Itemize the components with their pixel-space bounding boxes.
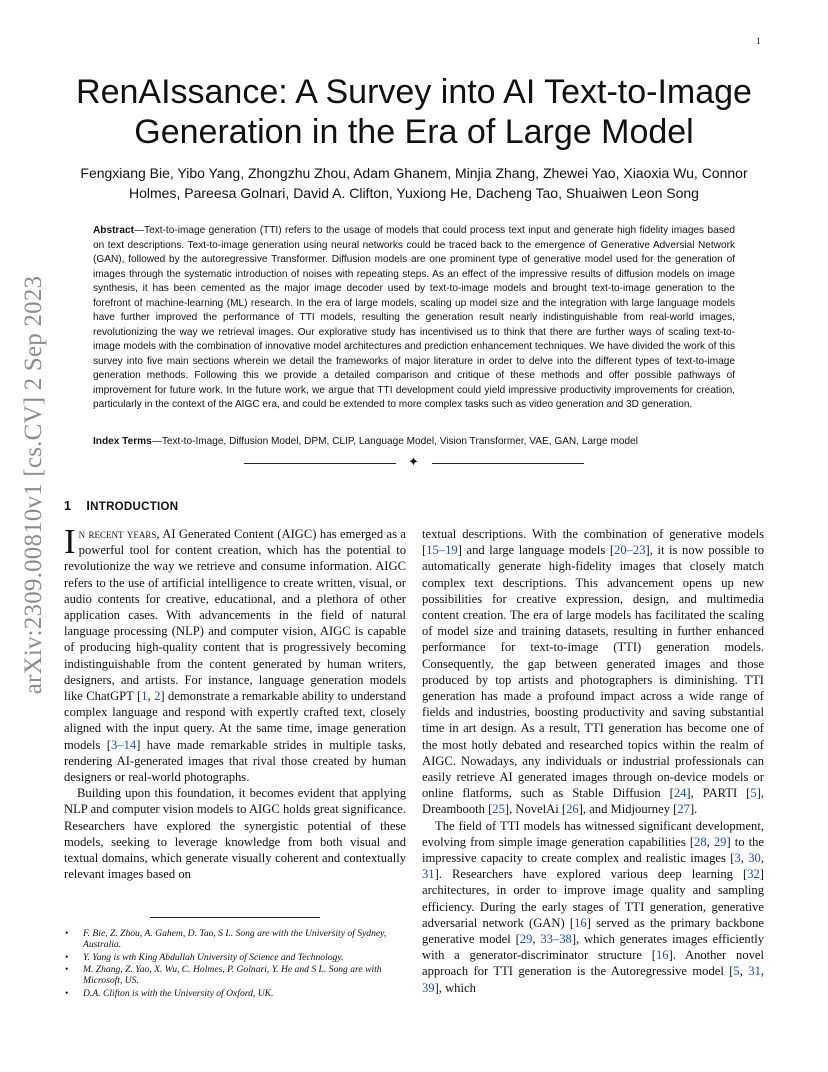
paragraph-text: ] and large language models [: [457, 543, 615, 558]
footnote-item: [64, 964, 409, 986]
arxiv-side-stamp: [14, 275, 54, 694]
paragraph-text: ]. Researchers have explored various deep learning [: [434, 867, 748, 882]
citation-separator: ,: [739, 964, 749, 979]
footnotes: [64, 928, 409, 1000]
paragraph-text: ], NovelAi [: [504, 802, 567, 817]
lead-in: n recent years,: [78, 527, 160, 541]
index-terms-text: —Text-to-Image, Diffusion Model, DPM, CLIP, Language Model, Vision Transformer, VAE, GAN, Large model: [151, 436, 638, 447]
citation-separator: ,: [740, 851, 749, 866]
paragraph-text: ] have made remarkable strides in multiple tasks, rendering AI-generated images that rival those created by human designers or real-world photographs.: [64, 737, 406, 785]
citation-link[interactable]: 15–19: [426, 543, 458, 558]
citation-link[interactable]: 24: [673, 786, 687, 801]
citation-link[interactable]: 5: [750, 786, 757, 801]
author-list: Fengxiang Bie, Yibo Yang, Zhongzhu Zhou, Adam Ghanem, Minjia Zhang, Zhewei Yao, Xiaoxia Wu, Connor Holmes, Pareesa Golnari, David A. Clifton, Yuxiong He, Dacheng Tao, Shuaiwen Leon Song: [80, 165, 748, 201]
paragraph-text: ] served as the primary backbone generative model [: [422, 915, 764, 947]
paragraph-text: ] to the impressive capacity to create complex and realistic images [: [422, 834, 764, 866]
paragraph-text: ] architectures, in order to improve image quality and sampling efficiency. During the early stages of TTI generation, generative adversarial network (GAN) [: [422, 867, 764, 930]
citation-link[interactable]: 28: [694, 834, 707, 849]
footnote-text: D.A. Clifton is with the University of Oxford, UK.: [83, 987, 274, 999]
paragraph-text: ], Dreambooth [: [422, 786, 764, 817]
paragraph-text: ], it is now possible to automatically generate high-fidelity images that closely match complex text descriptions. This advancement opens up new possibilities for creative expression, design, and multimedia content creation. The era of large models has facilitated the scaling of model size and training datasets, resulting in further enhanced performance for text-to-image (TTI) generation models. Consequently, the gap between generated images and those produced by top artists and photographers is diminishing. TTI generation has made a profound impact across a wide range of fields and industries, boosting productivity and saving substantial time in art design. As a result, TTI generation has become one of the most hotly debated and researched topics within the realm of AIGC. Nowadays, any individuals or industrial professionals can easily retrieve AI generated images through on-device models or online flatforms, such as Stable Diffusion [: [422, 543, 765, 801]
right-column: [422, 526, 764, 996]
divider-diamond-icon: ✦: [408, 455, 419, 470]
footnote-text: F. Bie, Z. Zhou, A. Gahem, D. Tao, S L. Song are with the University of Sydney, Australia.: [83, 928, 387, 951]
paragraph-text: AI Generated Content (AIGC) has emerged as a powerful tool for content creation, which has the potential to revolutionize the way we retrieve and consume information. AIGC refers to the use of artificial intelligence to create written, visual, or audio contents for creative, educational, and a plethora of other application cases. With advancements in the field of natural language processing (NLP) and computer vision, AIGC is capable of producing high-quality content that is progressively becoming indistinguishable from the content generated by human writers, designers, and artists. For instance, language generation models like ChatGPT [: [64, 527, 406, 704]
abstract-label: Abstract: [93, 225, 134, 236]
citation-separator: ,: [760, 964, 765, 979]
citation-separator: ,: [532, 932, 541, 947]
citation-link[interactable]: 27: [677, 802, 690, 817]
footnote-item: [64, 952, 409, 963]
bullet-icon: •: [65, 987, 69, 999]
section-divider: [244, 456, 584, 470]
paragraph-text: ], PARTI [: [686, 786, 751, 801]
citation-separator: ,: [147, 689, 155, 704]
citation-link[interactable]: 20–23: [614, 543, 646, 558]
paragraph-text: ], and Midjourney [: [578, 802, 678, 817]
section-title-initial: I: [86, 499, 91, 513]
section-number: 1: [64, 499, 72, 513]
citation-link[interactable]: 32: [747, 867, 760, 882]
footnote-item: [64, 928, 409, 950]
drop-cap: I: [64, 522, 76, 561]
citation-link[interactable]: 1: [141, 689, 148, 704]
footnote-rule: [150, 917, 320, 918]
divider-line-left: [244, 463, 396, 464]
abstract-text: —Text-to-image generation (TTI) refers to the usage of models that could process text input and generate high fidelity images based on text descriptions. Text-to-image generation using neural networks could be traced back to the emergence of Generative Adversial Network (GAN), followed by the autoregressive Transformer. Diffusion models are one prominent type of generative model used for the generation of images through the systematic introduction of noises with repeating steps. As an effect of the impressive results of diffusion models on image synthesis, it has been cemented as the major image decoder used by text-to-image models and brought text-to-image generation to the forefront of machine-learning (ML) research. In the era of large models, scaling up model size and the integration with large language models have further improved the performance of TTI models, resulting the generation result nearly indistinguishable from real-world images, revolutionizing the way we retrieval images. Our explorative study has incentivised us to think that there are further ways of scaling text-to-image models with the combination of innovative model architectures and prediction enhancement techniques. We have divided the work of this survey into five main sections wherein we detail the frameworks of major literature in order to delve into the different types of text-to-image generation methods. Following this we provide a detailed comparison and critique of these methods and offer possible pathways of improvement for future work. In the future work, we argue that TTI development could yield impressive productivity improvements for creation, particularly in the context of the AIGC era, and could be extended to more complex tasks such as video generation and 3D generation.: [93, 225, 735, 410]
citation-link[interactable]: 16: [655, 948, 669, 963]
section-heading: [64, 499, 178, 513]
citation-link[interactable]: 30: [748, 851, 761, 866]
citation-link[interactable]: 25: [492, 802, 505, 817]
footnote-text: M. Zhang, Z. Yao, X. Wu, C. Holmes, P. Golnari, Y. He and S L. Song are with Microsoft, US.: [83, 963, 382, 987]
paragraph-text: ], which: [434, 980, 476, 995]
bullet-icon: •: [65, 928, 69, 939]
citation-link[interactable]: 2: [154, 689, 161, 704]
citation-separator: ,: [760, 851, 764, 866]
index-terms: [93, 435, 735, 449]
citation-link[interactable]: 5: [733, 964, 740, 979]
divider-line-right: [432, 463, 584, 464]
intro-paragraph-3: [422, 526, 764, 818]
intro-paragraph-2: Building upon this foundation, it becomes evident that applying NLP and computer vision models to AIGC holds great significance. Researchers have explored the synergistic potential of these models, seeking to leverage knowledge from both visual and textual domains, which generate visually coherent and contextually relevant images based on: [64, 786, 406, 882]
paragraph-text: textual descriptions. With the combination of generative models [: [422, 527, 764, 558]
citation-link[interactable]: 31: [422, 867, 435, 882]
citation-link[interactable]: 39: [422, 980, 435, 995]
bullet-icon: •: [65, 963, 69, 975]
citation-link[interactable]: 29: [713, 834, 727, 849]
citation-link[interactable]: 3–14: [111, 737, 137, 752]
paper-title: RenAIssance: A Survey into AI Text-to-Image Generation in the Era of Large Model: [76, 73, 752, 151]
left-column: [64, 522, 407, 882]
citation-link[interactable]: 33–38: [540, 932, 572, 947]
citation-link[interactable]: 29: [519, 932, 533, 947]
citation-link[interactable]: 3: [734, 851, 741, 866]
paragraph-text: ].: [689, 802, 698, 817]
paragraph-text: ] demonstrate a remarkable ability to understand complex language and respond with expertly crafted text, closely aligned with the input query. At the same time, image generation models [: [64, 689, 407, 752]
intro-paragraph-1: [64, 522, 407, 785]
abstract: [93, 224, 735, 413]
index-terms-label: Index Terms: [93, 436, 152, 447]
section-title-rest: NTRODUCTION: [90, 501, 179, 513]
footnote-text: Y. Yang is wth King Abdullah University of Science and Technology.: [83, 951, 344, 963]
paragraph-text: ]. Another novel approach for TTI generation is the Autoregressive model [: [422, 948, 764, 979]
paragraph-text: ], which generates images efficiently with a generator-discriminator structure [: [422, 932, 765, 963]
arxiv-identifier: arXiv:2309.00810v1 [cs.CV] 2 Sep 2023: [20, 275, 48, 694]
citation-link[interactable]: 16: [574, 915, 587, 930]
citation-link[interactable]: 26: [566, 802, 579, 817]
footnote-item: [64, 988, 409, 999]
citation-separator: ,: [706, 834, 714, 849]
bullet-icon: •: [65, 951, 69, 963]
citation-link[interactable]: 31: [748, 964, 761, 979]
page-number: 1: [756, 36, 761, 46]
intro-paragraph-4: [422, 818, 764, 996]
paragraph-text: The field of TTI models has witnessed significant development, evolving from simple image generation capabilities [: [422, 818, 764, 849]
